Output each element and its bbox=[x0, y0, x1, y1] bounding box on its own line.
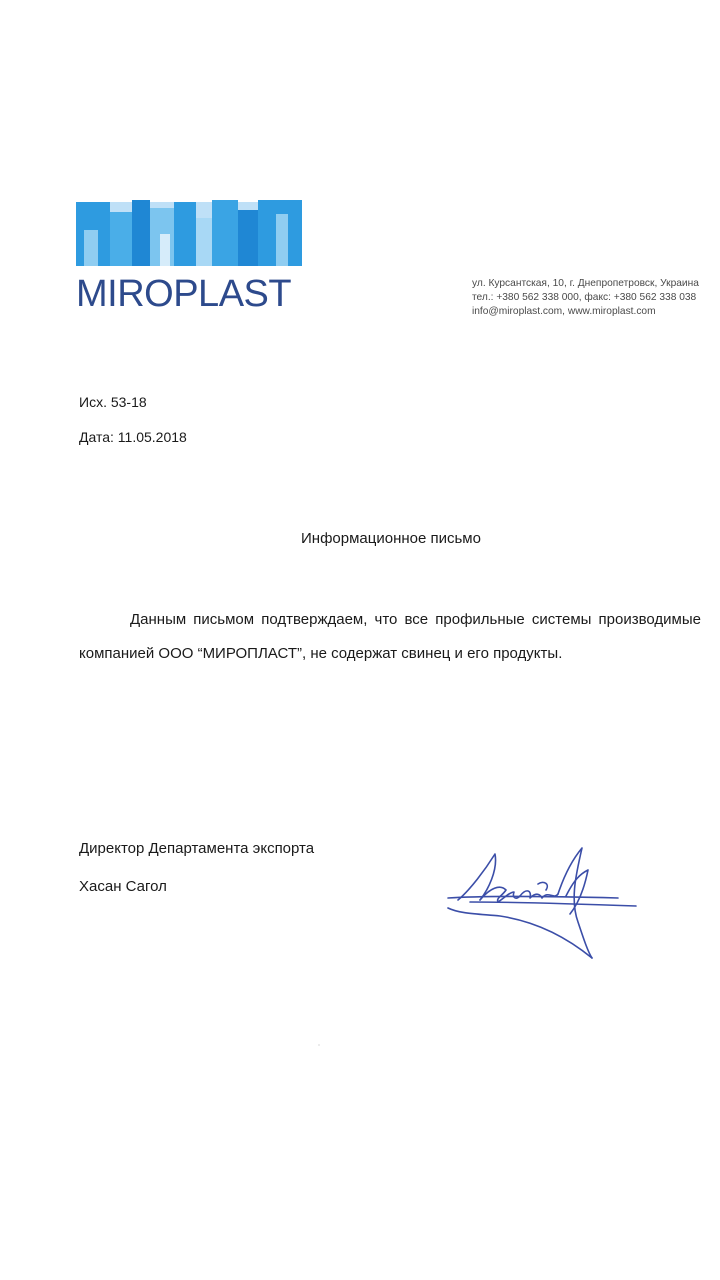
contact-web: info@miroplast.com, www.miroplast.com bbox=[472, 306, 656, 317]
letter-date: Дата: 11.05.2018 bbox=[79, 429, 187, 445]
letter-title: Информационное письмо bbox=[301, 530, 481, 547]
letter-body-text: Данным письмом подтверждаем, что все профильные системы производимые компанией ООО “МИРОПЛАСТ”, не содержат свинец и его продукты. bbox=[79, 611, 701, 662]
company-logo bbox=[76, 200, 302, 315]
letter-body bbox=[79, 603, 701, 671]
signer-position: Директор Департамента экспорта bbox=[79, 840, 315, 857]
contact-block bbox=[472, 277, 699, 319]
handwritten-signature bbox=[440, 840, 640, 965]
signer-name: Хасан Сагол bbox=[79, 878, 167, 895]
scan-speck bbox=[318, 1044, 320, 1046]
contact-phones: тел.: +380 562 338 000, факс: +380 562 338 038 bbox=[472, 292, 697, 303]
logo-building-graphic bbox=[76, 200, 302, 266]
contact-address: ул. Курсантская, 10, г. Днепропетровск, Украина bbox=[472, 278, 699, 289]
outgoing-number: Исх. 53-18 bbox=[79, 394, 147, 410]
logo-wordmark: MIROPLAST bbox=[76, 273, 292, 315]
